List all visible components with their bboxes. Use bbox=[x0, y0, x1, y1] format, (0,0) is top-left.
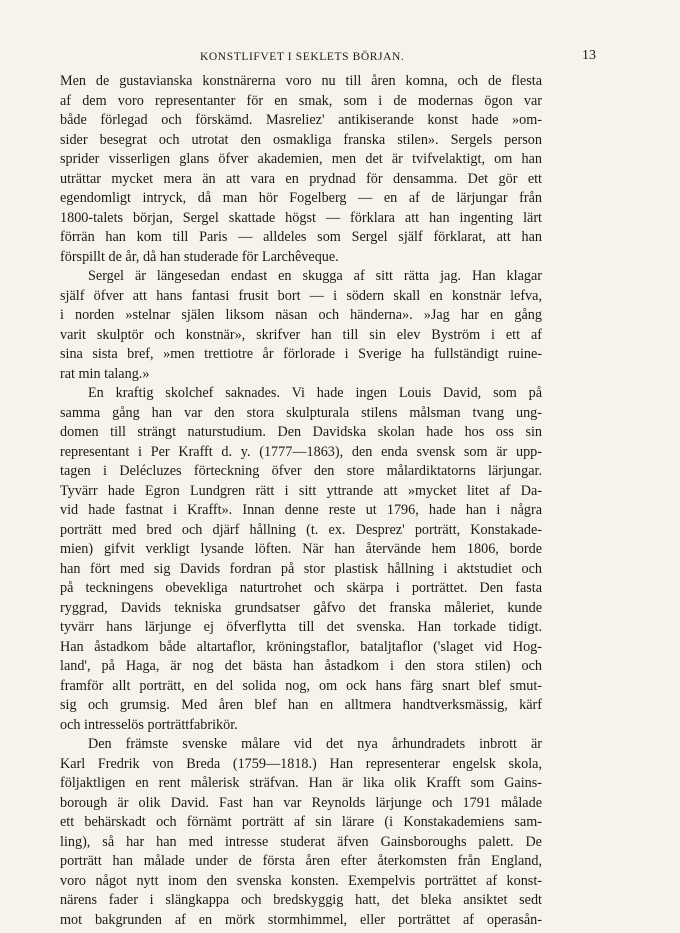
text-line: han fört med sig Davids fordran på stor plastisk hållning i aktstudiet och bbox=[60, 560, 542, 577]
text-line: tyvärr hans lärjunge ej öfverflytta till det svenska. Han torkade tidigt. bbox=[60, 619, 542, 635]
text-line: egendomligt intryck, då man hör Fogelberg — en af de lärjungar från bbox=[60, 190, 542, 206]
text-line: sprider visserligen glans öfver akademien, men det är tvifvelaktigt, om han bbox=[60, 151, 542, 167]
text-line: af dem voro representanter för en smak, som i de modernas ögon var bbox=[60, 92, 542, 109]
text-line: och intresselös porträttfabrikör. bbox=[60, 716, 238, 733]
text-line: samma gång han var den stora skulpturala stilens målsman tvang ung- bbox=[60, 404, 542, 421]
text-line: ryggrad, Davids tekniska grundsatser gåfvo det franska måleriet, kunde bbox=[60, 599, 542, 616]
text-line: närens fader i slängkappa och bredskyggig hatt, det bleka ansiktet sedt bbox=[60, 892, 542, 908]
text-line: borough är olik David. Fast han var Reynolds lärjunge och 1791 målade bbox=[60, 794, 542, 811]
text-line: ett behärskadt och förnämt porträtt af sin lärare (i Konstakademiens sam- bbox=[60, 814, 542, 830]
text-line: framför allt porträtt, en del solida nog, om ock hans färg snart blef smut- bbox=[60, 677, 542, 694]
text-line: förspillt de år, då han studerade för Larchêveque. bbox=[60, 248, 339, 265]
text-line: Han åstadkom både altartaflor, kröningstaflor, bataljtaflor ('slaget vid Hog- bbox=[60, 638, 542, 655]
text-line: uträttar mycket mera än att vara en prydnad för densamma. Det gör ett bbox=[60, 170, 542, 187]
text-line: följaktligen en rent målerisk sträfvan. Han är lika olik Krafft som Gains- bbox=[60, 775, 542, 791]
text-line: förrän han kom till Paris — alldeles som Sergel själf förklarat, att han bbox=[60, 229, 542, 245]
text-line: domen till strängt naturstudium. Den Davidska skolan hade hos oss sin bbox=[60, 424, 542, 440]
body-text bbox=[60, 72, 542, 930]
page-header bbox=[0, 48, 680, 68]
text-line: sider besegrat och utrotat den osmakliga franska stilen». Sergels person bbox=[60, 131, 542, 148]
page-number: 13 bbox=[582, 48, 596, 63]
text-line: mot bakgrunden af en mörk stormhimmel, eller porträttet af operasån- bbox=[60, 911, 542, 928]
text-line: sig och grumsig. Med åren blef han en alltmera handtverksmässig, kärf bbox=[60, 697, 542, 713]
text-line: Karl Fredrik von Breda (1759—1818.) Han representerar engelsk skola, bbox=[60, 755, 542, 772]
text-line: på teckningens obevekliga naturtrohet och skärpa i porträttet. Den fasta bbox=[60, 580, 542, 596]
text-line: rat min talang.» bbox=[60, 365, 150, 382]
text-line: mien) gifvit verkligt lysande löften. När han återvände hem 1806, borde bbox=[60, 541, 542, 557]
text-line: porträtt med bred och djärf hållning (t. ex. Desprez' porträtt, Konstakade- bbox=[60, 521, 542, 538]
text-line: En kraftig skolchef saknades. Vi hade ingen Louis David, som på bbox=[88, 385, 542, 401]
text-line: både förlegad och förskämd. Masreliez' antikiserande konst hade »om- bbox=[60, 112, 542, 128]
text-line: voro något nytt inom den svenska konsten. Exempelvis porträttet af konst- bbox=[60, 872, 542, 889]
text-line: i norden »stelnar själen liksom näsan och händerna». »Jag har en gång bbox=[60, 307, 542, 323]
text-line: tagen i Delécluzes förteckning öfver den store målardiktatorns lärjungar. bbox=[60, 463, 542, 479]
text-line: Sergel är längesedan endast en skugga af sitt rätta jag. Han klagar bbox=[88, 268, 542, 284]
running-head: KONSTLIFVET I SEKLETS BÖRJAN. bbox=[200, 51, 405, 63]
text-line: vid hade fastnat i Krafft». Innan denne reste ut 1796, hade han i några bbox=[60, 502, 542, 518]
text-line: porträtt han målade under de första åren efter återkomsten från England, bbox=[60, 853, 542, 869]
text-line: själf öfver att hans fantasi frusit bort — i södern skall en konstnär lefva, bbox=[60, 287, 542, 304]
text-line: sina sista bref, »men trettiotre år förlorade i Sverige ha fullständigt ruine- bbox=[60, 346, 542, 362]
text-line: Men de gustavianska konstnärerna voro nu till åren komna, och de flesta bbox=[60, 73, 542, 89]
text-line: land', på Haga, är nog det bästa han åstadkom i den stora stilen) och bbox=[60, 658, 542, 674]
text-line: Tyvärr hade Egron Lundgren rätt i sitt yttrande att »mycket litet af Da- bbox=[60, 482, 542, 499]
text-line: representant i Per Krafft d. y. (1777—1863), den enda svensk som är upp- bbox=[60, 443, 542, 460]
text-line: 1800-talets början, Sergel skattade högst — förklara att han ingenting lärt bbox=[60, 209, 542, 226]
text-line: Den främste svenske målare vid det nya århundradets inbrott är bbox=[88, 736, 542, 752]
text-line: varit skulptör och konstnär», skrifver han till sin elev Byström i ett af bbox=[60, 326, 542, 343]
text-line: ling), så har han med intresse studerat äfven Gainsboroughs palett. De bbox=[60, 833, 542, 850]
